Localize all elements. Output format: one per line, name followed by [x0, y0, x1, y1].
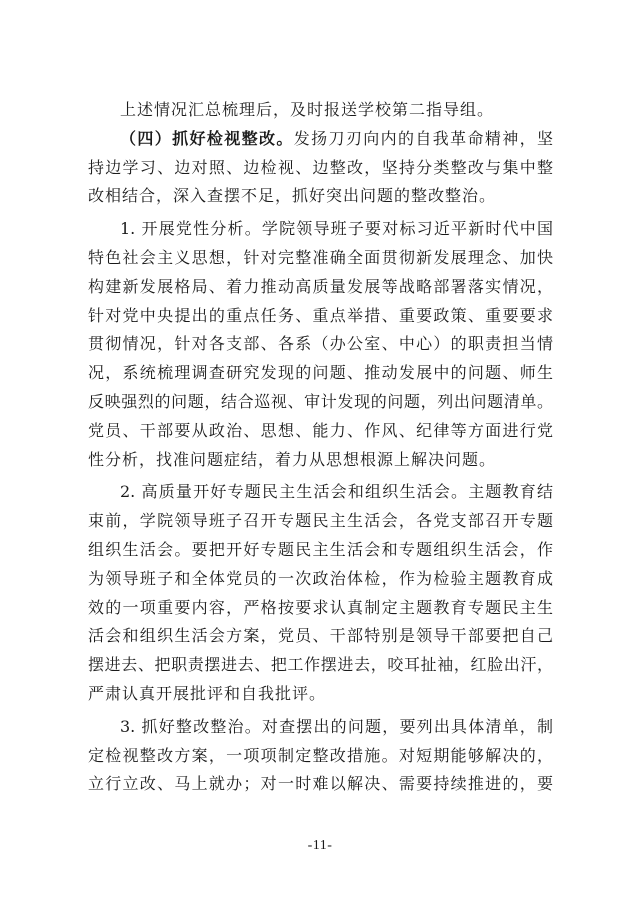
paragraph	[88, 125, 553, 211]
text-line: 为领导班子和全体党员的一次政治体检，作为检验主题教育成	[88, 568, 553, 588]
text-line: 改相结合，深入查摆不足，抓好突出问题的整改整治。	[88, 186, 497, 206]
paragraph	[88, 713, 553, 799]
text-line: 反映强烈的问题，结合巡视、审计发现的问题，列出问题清单。	[88, 391, 553, 411]
text-line: 摆进去、把职责摆进去、把工作摆进去，咬耳扯袖，红脸出汗，	[88, 655, 553, 675]
text-line: 针对党中央提出的重点任务、重点举措、重要政策、重要要求	[88, 305, 553, 325]
text-line-rest: 发扬刀刃向内的自我革命精神，坚	[293, 128, 553, 148]
text-line: 况，系统梳理调查研究发现的问题、推动发展中的问题、师生	[88, 363, 553, 383]
document-body	[88, 96, 553, 799]
text-line: 活会和组织生活会方案，党员、干部特别是领导干部要把自己	[88, 626, 553, 646]
text-line	[88, 125, 553, 154]
text-line: 性分析，找准问题症结，着力从思想根源上解决问题。	[88, 449, 497, 469]
text-line: 1. 开展党性分析。学院领导班子要对标习近平新时代中国	[120, 219, 553, 239]
text-line: 严肃认真开展批评和自我批评。	[88, 683, 327, 703]
text-line: 上述情况汇总梳理后，及时报送学校第二指导组。	[120, 100, 495, 119]
section-heading: （四）抓好检视整改。	[120, 128, 294, 148]
text-line: 定检视整改方案，一项项制定整改措施。对短期能够解决的，	[88, 745, 553, 765]
paragraph	[88, 215, 553, 474]
text-line: 构建新发展格局、着力推动高质量发展等战略部署落实情况，	[88, 276, 553, 296]
paragraph	[88, 96, 553, 125]
text-line: 持边学习、边对照、边检视、边整改，坚持分类整改与集中整	[88, 157, 553, 177]
paragraph	[88, 478, 553, 708]
text-line: 3. 抓好整改整治。对查摆出的问题，要列出具体清单，制	[120, 716, 553, 736]
text-line: 贯彻情况，针对各支部、各系（办公室、中心）的职责担当情	[88, 334, 553, 354]
text-line: 党员、干部要从政治、思想、能力、作风、纪律等方面进行党	[88, 420, 553, 440]
text-line: 立行立改、马上就办；对一时难以解决、需要持续推进的，要	[88, 774, 553, 794]
page-number: -11-	[307, 838, 333, 853]
text-line: 2. 高质量开好专题民主生活会和组织生活会。主题教育结	[120, 482, 553, 502]
text-line: 效的一项重要内容，严格按要求认真制定主题教育专题民主生	[88, 597, 553, 617]
text-line: 束前，学院领导班子召开专题民主生活会，各党支部召开专题	[88, 511, 553, 531]
text-line: 特色社会主义思想，针对完整准确全面贯彻新发展理念、加快	[88, 247, 553, 267]
text-line: 组织生活会。要把开好专题民主生活会和专题组织生活会，作	[88, 539, 553, 559]
